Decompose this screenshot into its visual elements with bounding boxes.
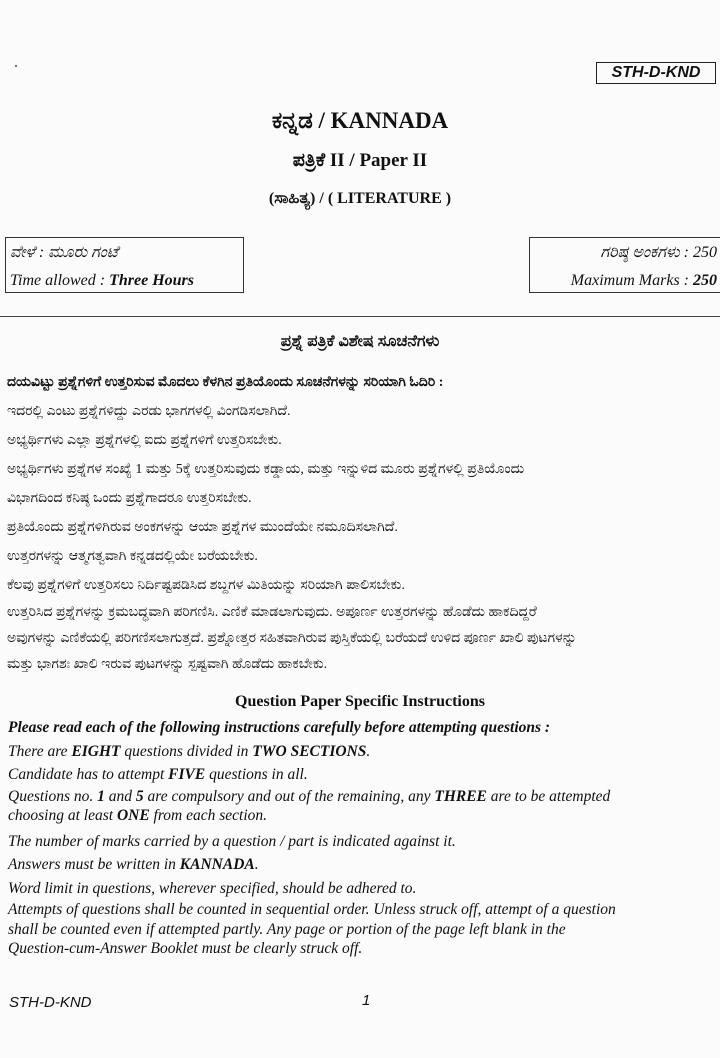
marks-english: Maximum Marks : 250 [570, 272, 717, 289]
instruction-sections: There are EIGHT questions divided in TWO SECTIONS. [8, 742, 371, 760]
exam-title: ಕನ್ನಡ / KANNADA [271, 108, 449, 133]
instruction-marks: The number of marks carried by a question / part is indicated against it. [8, 832, 456, 850]
paper-number: ಪತ್ರಿಕೆ II / Paper II [292, 150, 428, 171]
kannada-instruction-line: ದಯವಿಟ್ಟು ಪ್ರಶ್ನೆಗಳಿಗೆ ಉತ್ತರಿಸುವ ಮೊದಲು ಕೆಳಗಿನ ಪ್ರತಿಯೊಂದು ಸೂಚನೆಗಳನ್ನು ಸರಿಯಾಗಿ ಓದಿರಿ : [7, 375, 444, 390]
kannada-instruction-line: ಅಭ್ಯರ್ಥಿಗಳು ಪ್ರಶ್ನೆಗಳ ಸಂಖ್ಯೆ 1 ಮತ್ತು 5ಕ್ಕೆ ಉತ್ತರಿಸುವುದು ಕಡ್ಡಾಯ, ಮತ್ತು ಇನ್ನುಳಿದ ಮೂರು ಪ್ರಶ್ನೆಗಳಲ್ಲಿ ಪ್ರತಿಯೊಂದು [7, 462, 525, 477]
kannada-instruction-line: ಅಭ್ಯರ್ಥಿಗಳು ಎಲ್ಲಾ ಪ್ರಶ್ನೆಗಳಲ್ಲಿ ಐದು ಪ್ರಶ್ನೆಗಳಿಗೆ ಉತ್ತರಿಸಬೇಕು. [7, 433, 282, 448]
kannada-instruction-line: ಅವುಗಳನ್ನು ಎಣಿಕೆಯಲ್ಲಿ ಪರಿಗಣಿಸಲಾಗುತ್ತದೆ. ಪ್ರಶ್ನೋತ್ತರ ಸಹಿತವಾಗಿರುವ ಪುಸ್ತಿಕೆಯಲ್ಲಿ ಬರೆಯದೆ ಉಳಿದ ಪೂರ್ಣ ಖಾಲಿ ಪುಟಗಳನ್ನು [7, 631, 577, 646]
maximum-marks-box [529, 237, 720, 293]
kannada-instruction-line: ಉತ್ತರಗಳನ್ನು ಆತ್ಮಗತ್ವವಾಗಿ ಕನ್ನಡದಲ್ಲಿಯೇ ಬರೆಯಬೇಕು. [7, 549, 258, 564]
page-number: 1 [362, 992, 371, 1009]
marks-kannada: ಗರಿಷ್ಠ ಅಂಕಗಳು : 250 [600, 244, 717, 261]
paper-code-box: STH-D-KND [596, 62, 716, 84]
instruction-sequential: Attempts of questions shall be counted in sequential order. Unless struck off, attempt of a question shall be counted even if attempted partly. Any page or portion of the page left blank in the Question-cum-Answer Booklet must be clearly struck off. [8, 901, 616, 957]
subject-line: (ಸಾಹಿತ್ಯ) / ( LITERATURE ) [268, 190, 452, 207]
instruction-attempt-count: Candidate has to attempt FIVE questions in all. [8, 766, 308, 783]
footer-paper-code: STH-D-KND [9, 994, 92, 1011]
time-kannada: ವೇಳೆ : ಮೂರು ಗಂಟೆ [10, 244, 119, 261]
time-allowed-box [5, 237, 244, 293]
english-instructions-list [8, 716, 720, 963]
kannada-instruction-line: ಇದರಲ್ಲಿ ಎಂಟು ಪ್ರಶ್ನೆಗಳಿದ್ದು ಎರಡು ಭಾಗಗಳಲ್ಲಿ ವಿಂಗಡಿಸಲಾಗಿದೆ. [7, 404, 291, 419]
kannada-instructions-heading: ಪ್ರಶ್ನೆ ಪತ್ರಿಕೆ ವಿಶೇಷ ಸೂಚನೆಗಳು [280, 333, 440, 350]
instruction-language: Answers must be written in KANNADA. [8, 856, 259, 873]
instruction-word-limit: Word limit in questions, wherever specified, should be adhered to. [8, 879, 417, 897]
instructions-intro: Please read each of the following instructions carefully before attempting questions : [8, 719, 551, 736]
kannada-instruction-line: ವಿಭಾಗದಿಂದ ಕನಿಷ್ಠ ಒಂದು ಪ್ರಶ್ನೆಗಾದರೂ ಉತ್ತರಿಸಬೇಕು. [7, 491, 252, 506]
kannada-instruction-line: ಕೆಲವು ಪ್ರಶ್ನೆಗಳಿಗೆ ಉತ್ತರಿಸಲು ನಿರ್ದಿಷ್ಟಪಡಿಸಿದ ಶಬ್ದಗಳ ಮಿತಿಯನ್ನು ಸರಿಯಾಗಿ ಪಾಲಿಸಬೇಕು. [7, 578, 405, 593]
instruction-compulsory: Questions no. 1 and 5 are compulsory and out of the remaining, any THREE are to be attempted choosing at least ONE from each section. [8, 787, 611, 824]
kannada-instructions-list [7, 368, 720, 678]
time-english: Time allowed : Three Hours [10, 272, 195, 289]
divider [0, 316, 720, 317]
kannada-instruction-line: ಉತ್ತರಿಸಿದ ಪ್ರಶ್ನೆಗಳನ್ನು ಕ್ರಮಬದ್ಧವಾಗಿ ಪರಿಗಣಿಸಿ. ಎಣಿಕೆ ಮಾಡಲಾಗುವುದು. ಅಪೂರ್ಣ ಉತ್ತರಗಳನ್ನು ಹೊಡೆದು ಹಾಕದಿದ್ದರೆ [7, 605, 537, 620]
kannada-instruction-line: ಪ್ರತಿಯೊಂದು ಪ್ರಶ್ನೆಗಳಿಗಿರುವ ಅಂಕಗಳನ್ನು ಆಯಾ ಪ್ರಶ್ನೆಗಳ ಮುಂದೆಯೇ ನಮೂದಿಸಲಾಗಿದೆ. [7, 520, 398, 535]
english-instructions-heading: Question Paper Specific Instructions [235, 693, 485, 710]
scan-speck [15, 65, 17, 67]
kannada-instruction-line: ಮತ್ತು ಭಾಗಶಃ ಖಾಲಿ ಇರುವ ಪುಟಗಳನ್ನು ಸ್ಪಷ್ಟವಾಗಿ ಹೊಡೆದು ಹಾಕಬೇಕು. [7, 657, 328, 672]
